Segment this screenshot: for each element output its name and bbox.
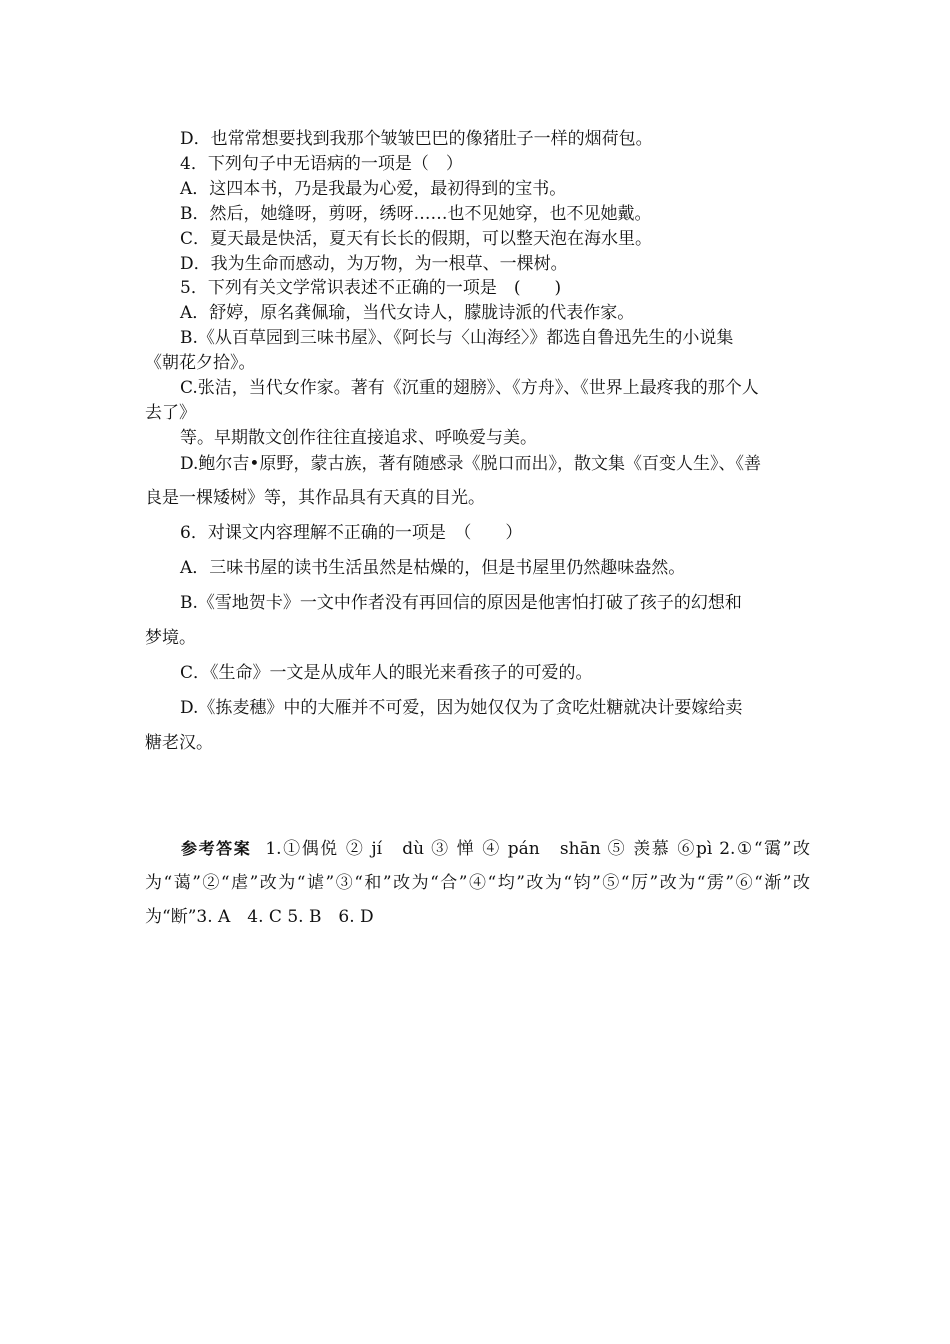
option-c: C．夏天最是快活，夏天有长长的假期，可以整天泡在海水里。 bbox=[180, 229, 653, 249]
option-c-continued: 等。早期散文创作往往直接追求、呼唤爱与美。 bbox=[180, 428, 537, 448]
option-a: A．这四本书，乃是我最为心爱，最初得到的宝书。 bbox=[180, 179, 567, 199]
option-b: B.《雪地贺卡》一文中作者没有再回信的原因是他害怕打破了孩子的幻想和 bbox=[180, 593, 742, 613]
answer-label: 参考答案 bbox=[181, 839, 252, 858]
option-b-continued: 梦境。 bbox=[145, 628, 196, 648]
option-b: B．然后，她缝呀，剪呀，绣呀……也不见她穿，也不见她戴。 bbox=[180, 204, 652, 224]
option-d-continued: 良是一棵矮树》等，其作品具有天真的目光。 bbox=[145, 488, 485, 508]
option-d: D.《拣麦穗》中的大雁并不可爱，因为她仅仅为了贪吃灶糖就决计要嫁给卖 bbox=[180, 698, 743, 718]
question-5: 5．下列有关文学常识表述不正确的一项是 ( ) bbox=[180, 278, 562, 298]
answer-text: 1.①偶侻 ② jí dù ③ 惮 ④ pán shān ⑤ 羡慕 ⑥pì 2.①“霭”改为“蔼”②“虐”改为“谑”③“和”改为“合”④“均”改为“钧”⑤“厉”改为“雳”⑥“渐”改为“断”3. A 4. C 5. B 6. D bbox=[145, 839, 810, 927]
option-d: D.鲍尔吉•原野，蒙古族，著有随感录《脱口而出》，散文集《百变人生》、《善 bbox=[180, 454, 761, 474]
option-d: D．我为生命而感动，为万物，为一根草、一棵树。 bbox=[180, 254, 568, 274]
question-6: 6．对课文内容理解不正确的一项是 （ ） bbox=[180, 523, 523, 543]
option-c: C．《生命》一文是从成年人的眼光来看孩子的可爱的。 bbox=[180, 663, 593, 683]
question-4: 4．下列句子中无语病的一项是（ ） bbox=[180, 154, 463, 174]
option-b-continued: 《朝花夕拾》。 bbox=[145, 353, 256, 373]
option-a: A．舒婷，原名龚佩瑜，当代女诗人，朦胧诗派的代表作家。 bbox=[180, 303, 635, 323]
answer-key bbox=[145, 832, 810, 934]
option-c-continued: 去了》 bbox=[145, 403, 196, 423]
option-b: B.《从百草园到三味书屋》、《阿长与〈山海经〉》都选自鲁迅先生的小说集 bbox=[180, 328, 734, 348]
option-c: C.张洁，当代女作家。著有《沉重的翅膀》、《方舟》、《世界上最疼我的那个人 bbox=[180, 378, 759, 398]
option-d-continued: 糖老汉。 bbox=[145, 733, 213, 753]
option-a: A．三味书屋的读书生活虽然是枯燥的，但是书屋里仍然趣味盎然。 bbox=[180, 558, 686, 578]
text-line: D．也常常想要找到我那个皱皱巴巴的像猪肚子一样的烟荷包。 bbox=[180, 129, 653, 149]
